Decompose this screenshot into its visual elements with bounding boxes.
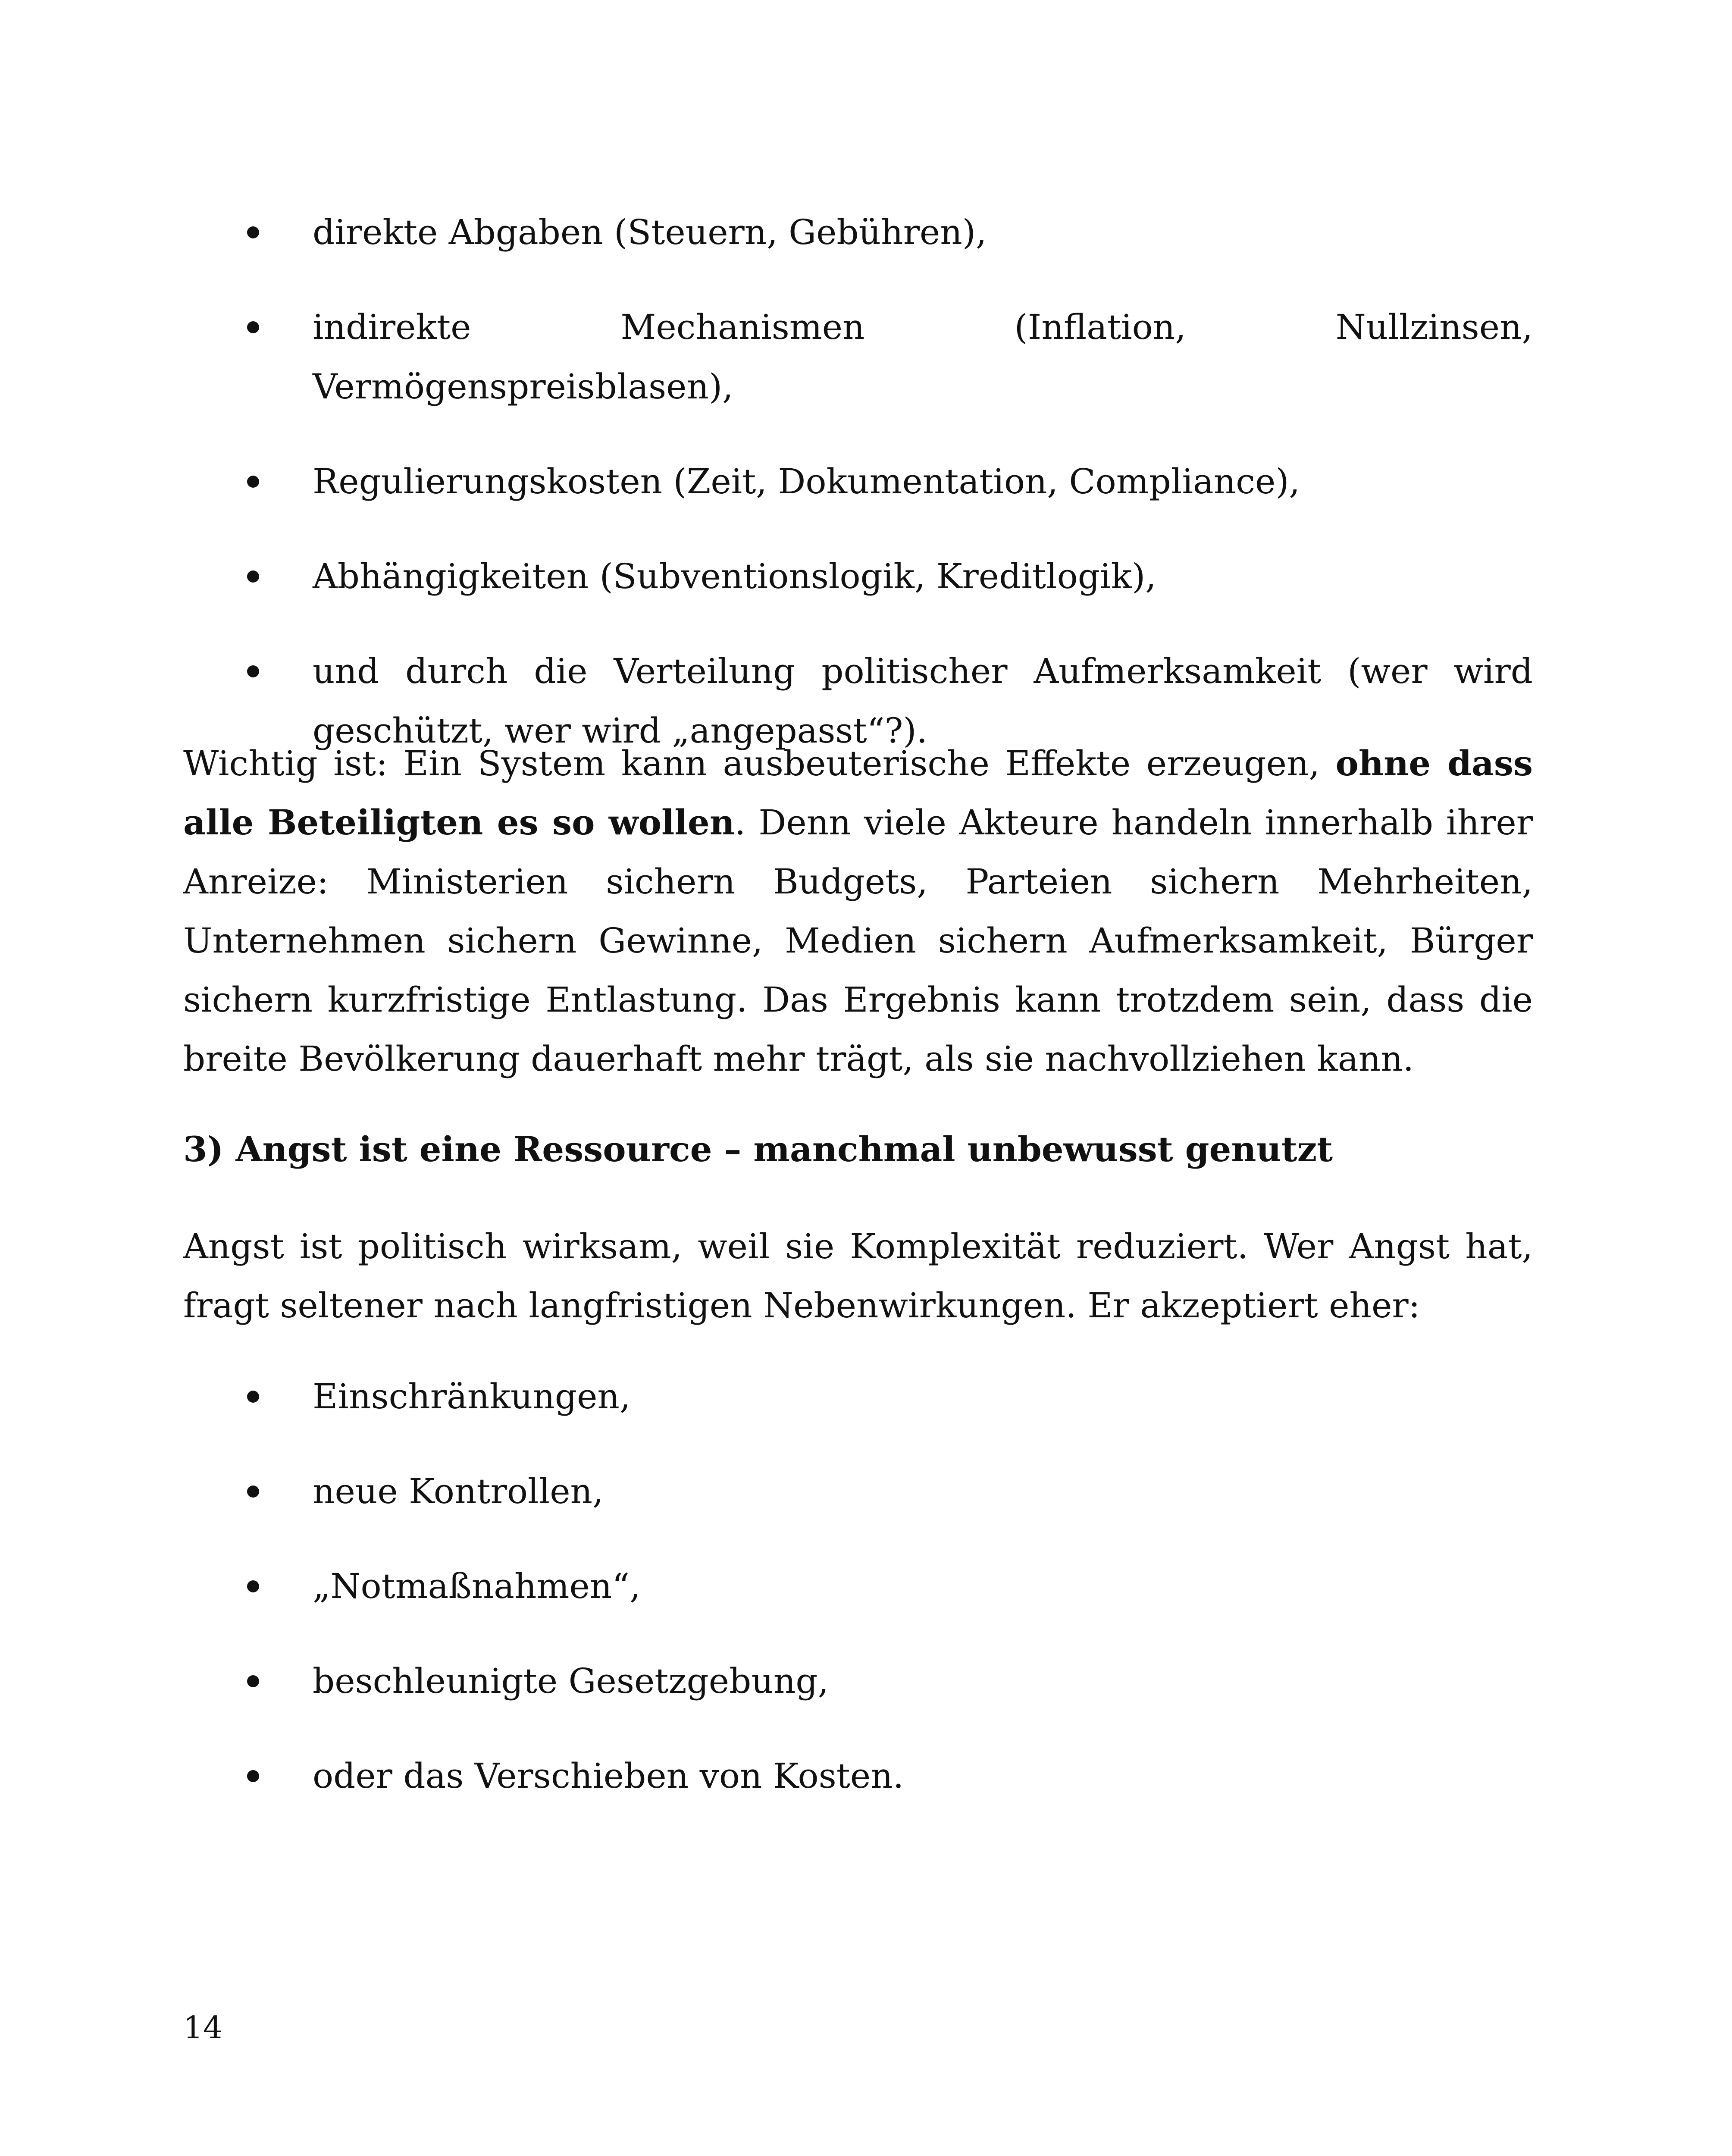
- list-item-text: oder das Verschieben von Kosten.: [313, 1756, 904, 1796]
- bullet-list-measures: [183, 1367, 1533, 1841]
- paragraph-text-continued: . Denn viele Akteure handeln innerhalb ihrer Anreize: Ministerien sichern Budgets, Parteien sichern Mehrheiten, Unternehmen sichern Gewinne, Medien sichern Aufmerksamkeit, Bürger sichern kurzfristige Entlastung. Das Ergebnis kann trotzdem sein, dass die breite Bevölkerung dauerhaft mehr trägt, als sie nachvollziehen kann.: [183, 802, 1533, 1079]
- paragraph-fear: Angst ist politisch wirksam, weil sie Komplexität reduziert. Wer Angst hat, fragt seltener nach langfristigen Nebenwirkungen. Er akzeptiert eher:: [183, 1226, 1533, 1326]
- list-item-text: Regulierungskosten (Zeit, Dokumentation, Compliance),: [313, 461, 1300, 501]
- emphasized-text: ohne dass alle Beteiligten es so wollen: [183, 743, 1533, 843]
- page-number: 14: [183, 2009, 223, 2046]
- list-item-text: beschleunigte Gesetzgebung,: [313, 1661, 829, 1701]
- list-item: [183, 1462, 1533, 1521]
- section-heading: 3) Angst ist eine Ressource – manchmal unbewusst genutzt: [183, 1129, 1333, 1169]
- bullet-icon: [247, 1580, 259, 1592]
- bullet-icon: [247, 665, 259, 677]
- bullet-list-burdens: [183, 203, 1533, 796]
- list-item-text: „Notmaßnahmen“,: [313, 1566, 641, 1606]
- list-item: [183, 452, 1533, 511]
- bullet-icon: [247, 321, 259, 333]
- list-item: [183, 1651, 1533, 1711]
- list-item-text: Einschränkungen,: [313, 1376, 631, 1416]
- list-item: [183, 1557, 1533, 1616]
- list-item-text: direkte Abgaben (Steuern, Gebühren),: [313, 212, 987, 252]
- bullet-icon: [247, 1770, 259, 1782]
- paragraph-system-effects: [183, 734, 1533, 1088]
- list-item-text: neue Kontrollen,: [313, 1471, 604, 1511]
- bullet-icon: [247, 1675, 259, 1687]
- bullet-icon: [247, 570, 259, 583]
- list-item-text: und durch die Verteilung politischer Aufmerksamkeit (wer wird geschützt, wer wird „angepasst“?).: [313, 651, 1533, 751]
- list-item: [183, 1367, 1533, 1426]
- paragraph-text: Wichtig ist: Ein System kann ausbeuterische Effekte erzeugen,: [183, 743, 1336, 783]
- list-item-text: indirekte Mechanismen (Inflation, Nullzinsen, Vermögenspreisblasen),: [313, 307, 1533, 407]
- bullet-icon: [247, 226, 259, 238]
- bullet-icon: [247, 476, 259, 488]
- bullet-icon: [247, 1391, 259, 1403]
- list-item: [183, 547, 1533, 606]
- list-item: [183, 203, 1533, 262]
- list-item: [183, 1746, 1533, 1806]
- list-item-text: Abhängigkeiten (Subventionslogik, Kreditlogik),: [313, 556, 1156, 596]
- bullet-icon: [247, 1485, 259, 1498]
- list-item: [183, 298, 1533, 417]
